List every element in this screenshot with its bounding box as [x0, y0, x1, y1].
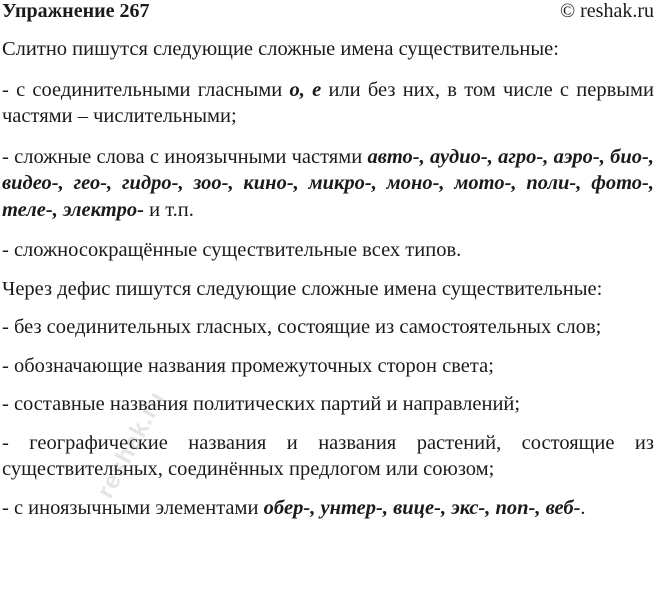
text-segment: - сложные слова с иноязычными частями [2, 145, 368, 168]
emphasis-vowels: о, е [289, 78, 322, 101]
paragraph-foreign-parts [2, 144, 654, 224]
paragraph-hyphen-intro: Через дефис пишутся следующие сложные имена существительные: [2, 277, 603, 300]
exercise-content [2, 36, 654, 521]
page-header [2, 0, 654, 26]
paragraph-solid-intro: Слитно пишутся следующие сложные имена существительные: [2, 38, 559, 60]
paragraph-abbreviations: - сложносокращённые существительные всех типов. [2, 239, 462, 261]
text-segment: . [580, 496, 586, 519]
watermark: reshak.ru [92, 386, 171, 503]
emphasis-foreign-elements: обер-, унтер-, вице-, экс-, поп-, веб- [263, 496, 581, 519]
text-segment: - с иноязычными элементами [2, 496, 264, 519]
exercise-title: Упражнение 267 [2, 0, 150, 22]
paragraph-connecting-vowels [2, 77, 654, 130]
text-segment: - с соединительными гласными [2, 78, 290, 101]
paragraph-political-parties: - составные названия политических партий и направлений; [2, 393, 521, 415]
paragraph-foreign-elements [2, 495, 654, 522]
emphasis-foreign-parts: авто-, аудио-, агро-, аэро-, био-, видео-, гео-, гидро-, зоо-, кино-, микро-, моно-, мото-, поли-, фото-, теле-, электро- [2, 145, 654, 221]
text-segment: и т.п. [143, 198, 194, 221]
source-label: © reshak.ru [559, 0, 654, 22]
paragraph-cardinal-directions: - обозначающие названия промежуточных сторон света; [2, 354, 494, 377]
paragraph-geographic-names: - географические названия и названия растений, состоящие из существительных, соединённых предлогом или союзом; [2, 431, 654, 480]
text-segment: или без них, в том числе с первыми частями – числительными; [2, 78, 654, 127]
paragraph-no-vowels: - без соединительных гласных, состоящие из самостоятельных слов; [2, 316, 602, 338]
